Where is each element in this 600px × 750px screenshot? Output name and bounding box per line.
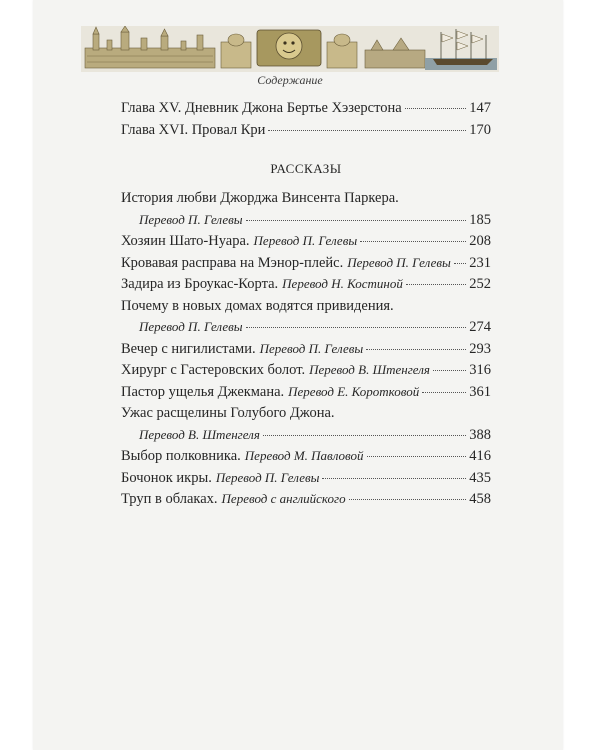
toc-entry [121, 491, 491, 513]
entry-page: 458 [469, 491, 491, 507]
entry-page: 231 [469, 254, 491, 271]
entry-page: 316 [469, 362, 491, 378]
dot-leader [454, 263, 466, 264]
entry-title: Ужас расщелины Голубого Джона. [121, 405, 335, 421]
entry-page: 170 [469, 121, 491, 138]
entry-page: 416 [469, 448, 491, 464]
dot-leader [349, 499, 467, 500]
dot-leader [268, 130, 466, 131]
entry-title: Бочонок икры. [121, 469, 212, 486]
toc-entry [121, 341, 491, 363]
toc-entry [121, 233, 491, 255]
entry-title: Хозяин Шато-Нуара. [121, 233, 250, 249]
chapters-list [121, 100, 491, 143]
toc-entry-continuation [121, 427, 491, 449]
toc-entry [121, 122, 491, 144]
entry-translator: Перевод Е. Коротковой [288, 383, 420, 399]
section-title: РАССКАЗЫ [270, 161, 342, 176]
toc-entry-continuation [121, 212, 491, 234]
dot-leader [322, 478, 466, 479]
entry-translator: Перевод Н. Костиной [282, 276, 403, 291]
toc-entry [121, 190, 491, 212]
toc-entry-continuation [121, 319, 491, 341]
entry-translator: Перевод В. Штенгеля [139, 426, 260, 442]
dot-leader [360, 241, 466, 242]
dot-leader [405, 108, 467, 109]
entry-title: История любви Джорджа Винсента Паркера. [121, 190, 399, 206]
entry-title: Вечер с нигилистами. [121, 340, 256, 357]
entry-title: Задира из Броукас-Корта. [121, 276, 279, 292]
toc-entry [121, 470, 491, 492]
header-banner [81, 26, 499, 96]
entry-translator: Перевод П. Гелевы [139, 319, 243, 334]
entry-title: Кровавая расправа на Мэнор-плейс. [121, 254, 344, 271]
toc-entry [121, 276, 491, 298]
entry-page: 388 [469, 426, 491, 443]
entry-page: 274 [469, 319, 491, 335]
dot-leader [406, 284, 466, 285]
entry-page: 252 [469, 276, 491, 292]
dot-leader [246, 327, 467, 328]
dot-leader [366, 349, 466, 350]
entry-title: Почему в новых домах водятся привидения. [121, 297, 394, 314]
entry-title: Труп в облаках. [121, 491, 218, 507]
entry-translator: Перевод П. Гелевы [347, 254, 451, 270]
entry-page: 293 [469, 340, 491, 357]
toc-entry [121, 448, 491, 470]
table-of-contents [121, 100, 491, 513]
entry-title: Хирург с Гастеровских болот. [121, 362, 306, 378]
entry-translator: Перевод В. Штенгеля [309, 362, 430, 377]
toc-entry [121, 100, 491, 122]
entry-translator: Перевод П. Гелевы [139, 211, 243, 227]
entry-translator: Перевод с английского [221, 491, 346, 506]
entry-page: 435 [469, 469, 491, 486]
dot-leader [263, 435, 466, 436]
dot-leader [433, 370, 466, 371]
entry-translator: Перевод П. Гелевы [253, 233, 358, 248]
dot-leader [367, 456, 467, 457]
entry-title: Глава XVI. Провал Кри [121, 121, 266, 138]
entry-translator: Перевод П. Гелевы [215, 469, 320, 485]
toc-entry [121, 405, 491, 427]
entry-translator: Перевод П. Гелевы [259, 340, 364, 356]
toc-entry [121, 298, 491, 320]
entry-translator: Перевод М. Павловой [244, 448, 364, 463]
entry-page: 147 [469, 100, 491, 116]
header-caption: Содержание [257, 73, 323, 87]
entry-page: 361 [469, 383, 491, 400]
entry-title: Глава XV. Дневник Джона Бертье Хэзерстона [121, 100, 402, 116]
toc-entry [121, 255, 491, 277]
dot-leader [246, 220, 467, 221]
cityscape-illustration [81, 26, 499, 72]
book-page [33, 0, 563, 750]
dot-leader [422, 392, 466, 393]
toc-entry [121, 384, 491, 406]
entry-page: 185 [469, 211, 491, 228]
entry-page: 208 [469, 233, 491, 249]
entry-title: Пастор ущелья Джекмана. [121, 383, 285, 400]
toc-entry [121, 362, 491, 384]
stories-list [121, 190, 491, 513]
entry-title: Выбор полковника. [121, 448, 241, 464]
